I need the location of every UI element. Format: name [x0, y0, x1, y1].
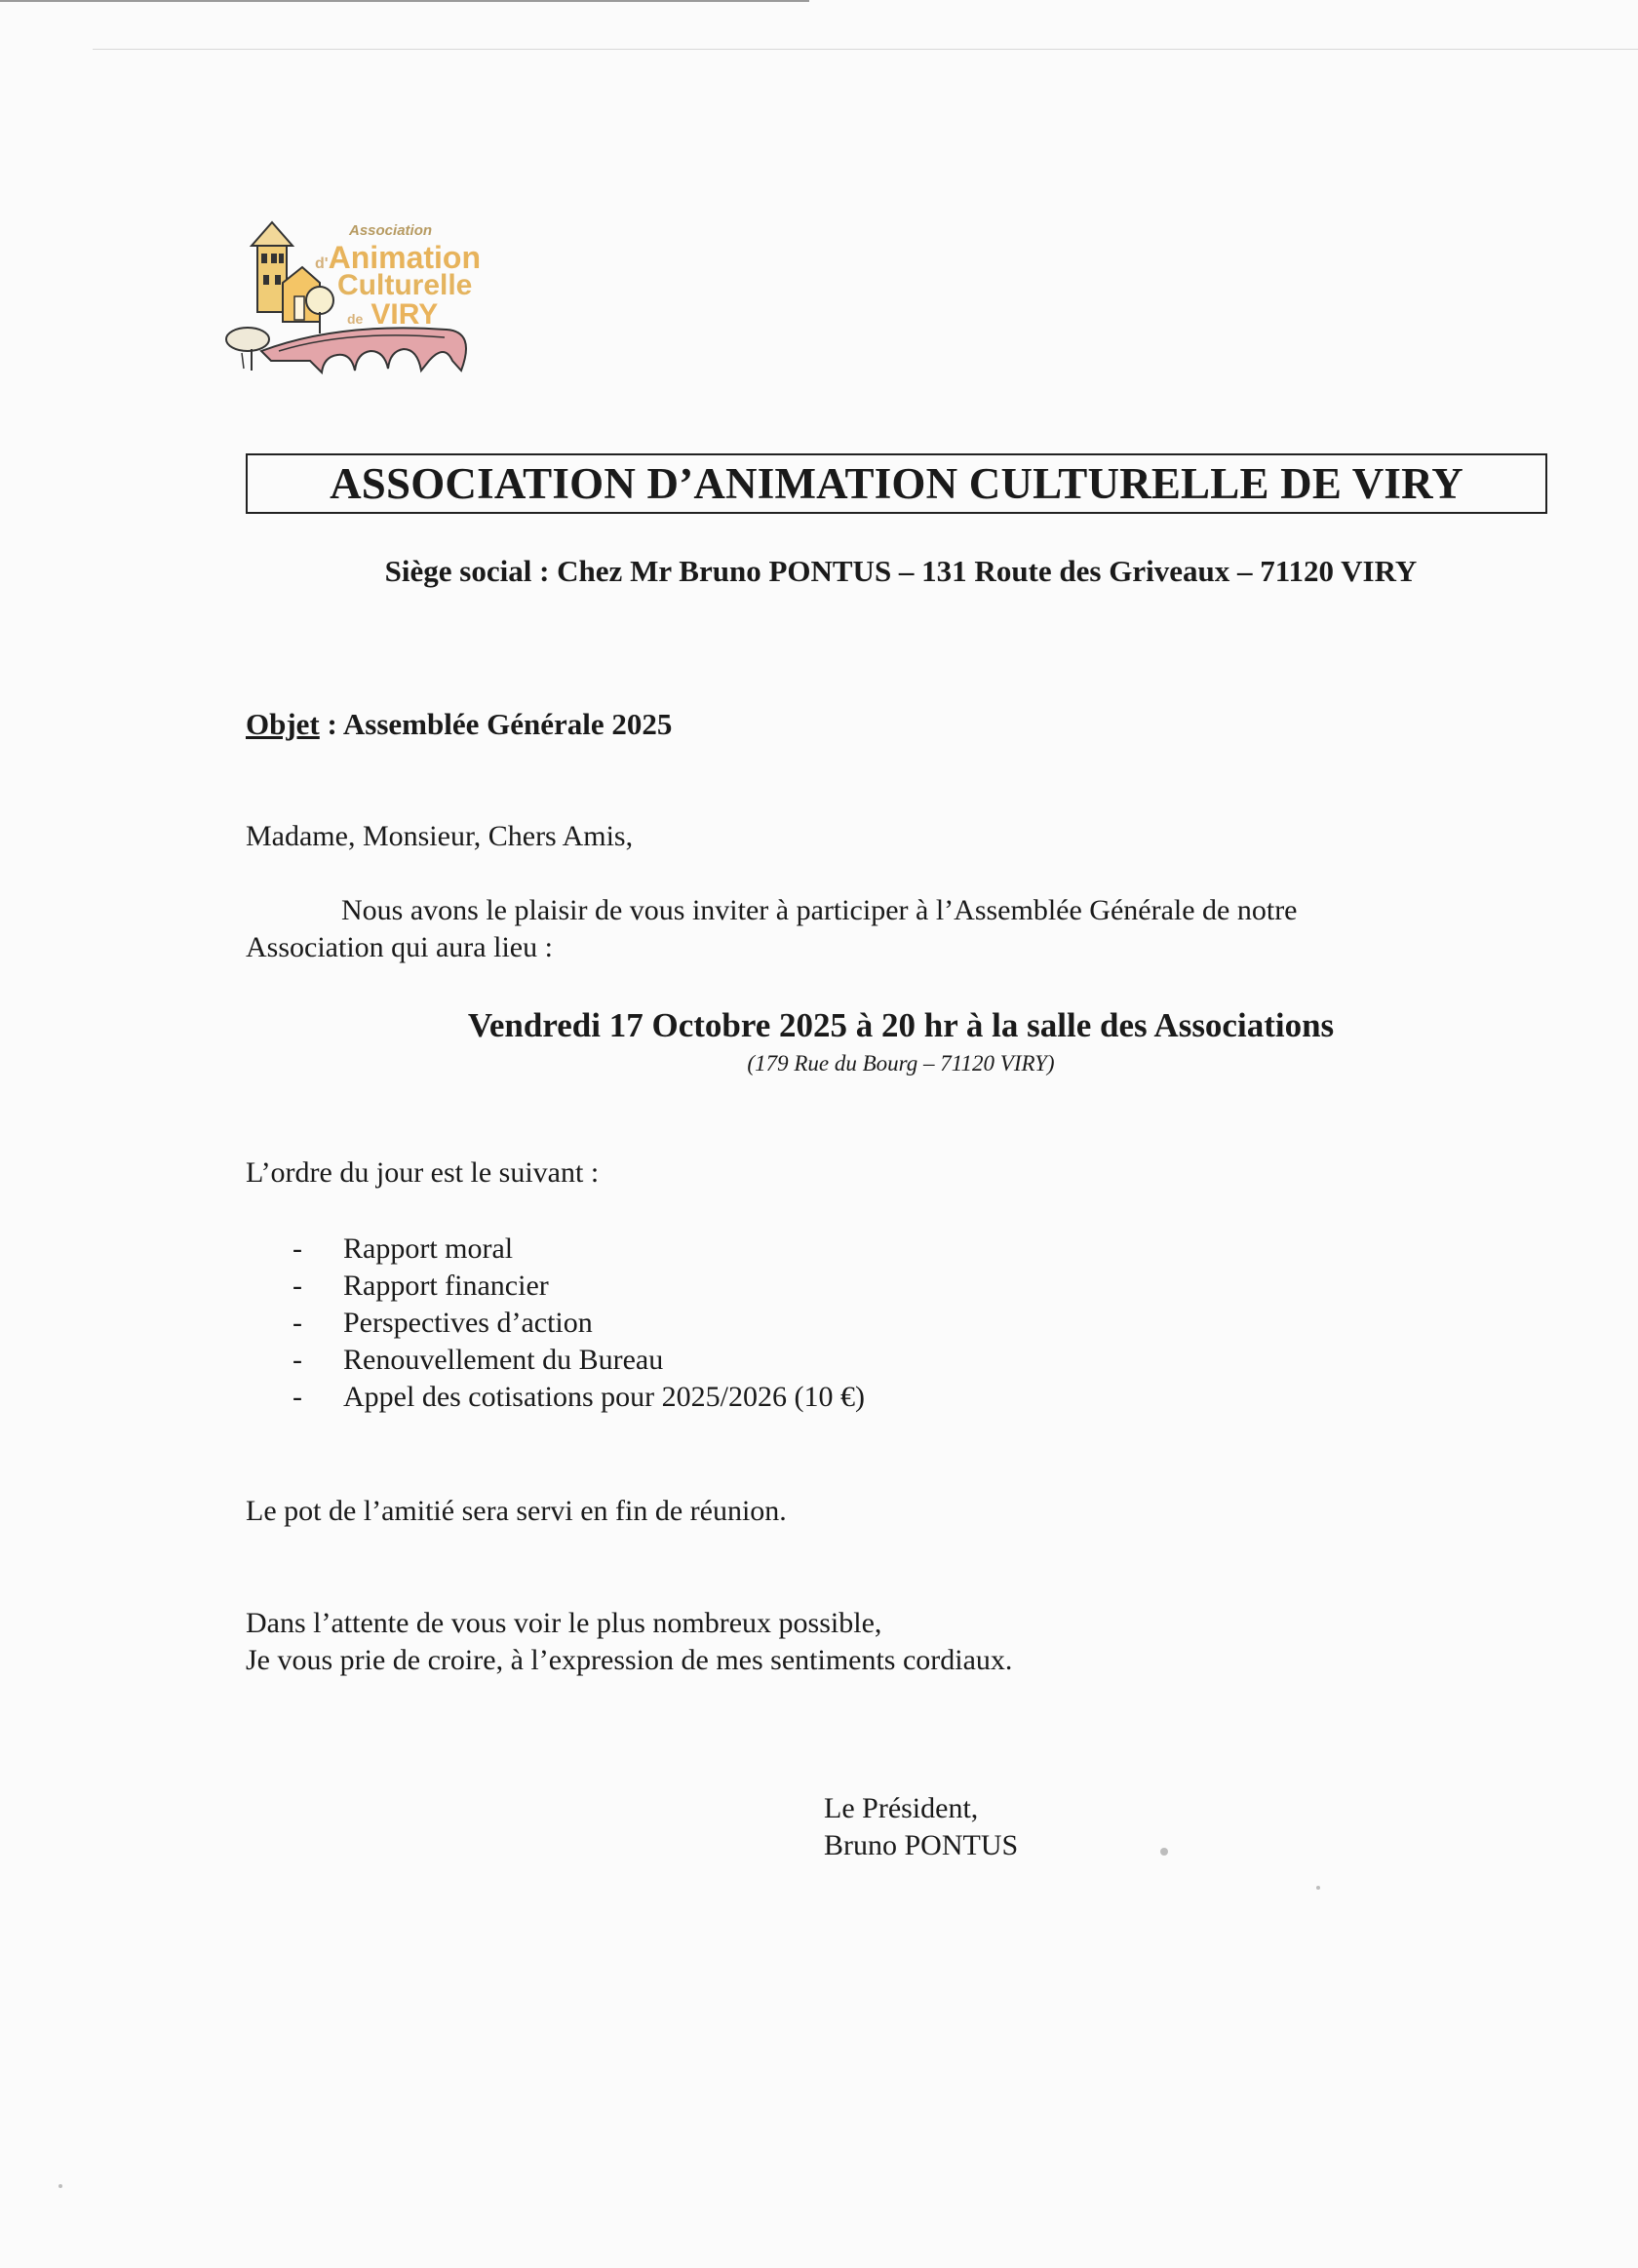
- agenda-dash: -: [292, 1381, 302, 1413]
- association-title: ASSOCIATION D’ANIMATION CULTURELLE DE VIRY: [246, 453, 1547, 514]
- scan-speck: [1160, 1848, 1168, 1856]
- logo-text-de: de: [347, 311, 364, 327]
- objet-line: [246, 707, 672, 742]
- association-logo: [222, 215, 515, 390]
- siege-social: Siège social : Chez Mr Bruno PONTUS – 131 Route des Griveaux – 71120 VIRY: [384, 554, 1418, 588]
- logo-text-d: d': [315, 255, 329, 272]
- scan-speck: [1316, 1886, 1320, 1890]
- logo-text-animation-word: Animation: [328, 240, 482, 275]
- agenda-item-text: Perspectives d’action: [343, 1307, 593, 1339]
- agenda-dash: -: [292, 1232, 302, 1265]
- agenda-dash: -: [292, 1344, 302, 1376]
- invite-line-1: Nous avons le plaisir de vous inviter à participer à l’Assemblée Générale de notre: [341, 894, 1298, 926]
- closing-line-1: Dans l’attente de vous voir le plus nombreux possible,: [246, 1607, 882, 1639]
- pot-amitie: Le pot de l’amitié sera servi en fin de réunion.: [246, 1495, 787, 1527]
- logo-text-culturelle: Culturelle: [337, 269, 473, 301]
- agenda-intro: L’ordre du jour est le suivant :: [246, 1156, 600, 1189]
- scan-edge-line: [0, 0, 809, 2]
- objet-label: Objet: [246, 707, 320, 741]
- scan-rule: [93, 49, 1638, 50]
- agenda-item-text: Renouvellement du Bureau: [343, 1344, 664, 1376]
- event-address: (179 Rue du Bourg – 71120 VIRY): [747, 1051, 1055, 1075]
- signature-title: Le Président,: [824, 1792, 979, 1824]
- agenda-dash: -: [292, 1307, 302, 1339]
- greeting: Madame, Monsieur, Chers Amis,: [246, 820, 634, 852]
- scan-speck: [58, 2184, 62, 2188]
- closing-line-2: Je vous prie de croire, à l’expression de mes sentiments cordiaux.: [246, 1644, 1013, 1676]
- logo-text-viry-word: VIRY: [370, 298, 439, 331]
- logo-text-association: Association: [349, 222, 433, 239]
- agenda-item-text: Rapport moral: [343, 1232, 514, 1265]
- signature-name: Bruno PONTUS: [824, 1829, 1019, 1861]
- objet-text: : Assemblée Générale 2025: [319, 707, 673, 741]
- agenda-item-text: Appel des cotisations pour 2025/2026 (10 €): [343, 1381, 865, 1413]
- event-date: Vendredi 17 Octobre 2025 à 20 hr à la salle des Associations: [467, 1006, 1335, 1044]
- logo-text-viry: [347, 298, 438, 332]
- agenda-dash: -: [292, 1270, 302, 1302]
- invite-line-2: Association qui aura lieu :: [246, 931, 553, 963]
- agenda-item-text: Rapport financier: [343, 1270, 549, 1302]
